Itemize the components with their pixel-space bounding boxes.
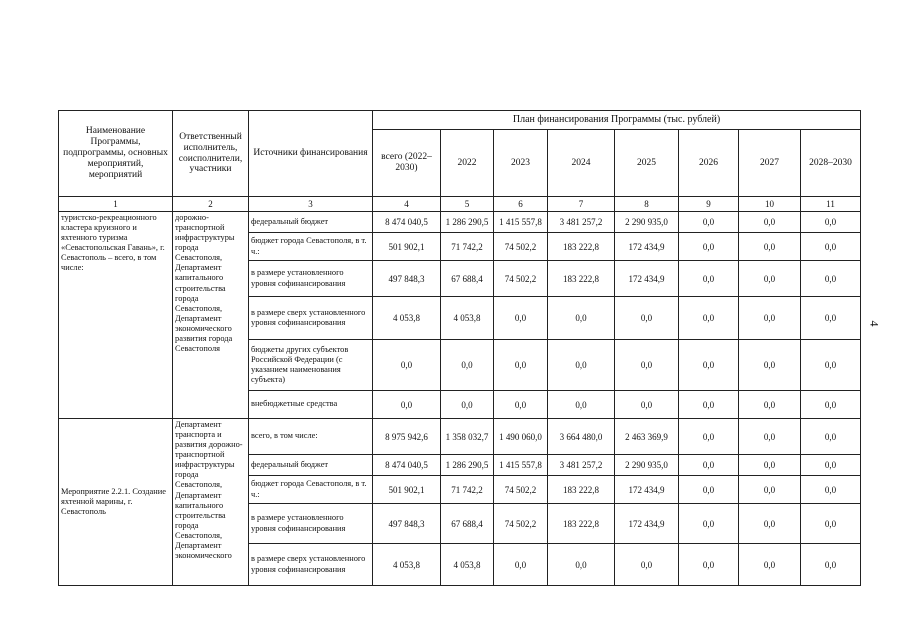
value-cell: 8 474 040,5 [373,212,441,233]
value-cell: 1 286 290,5 [441,212,494,233]
header-plan: План финансирования Программы (тыс. рублей) [373,111,861,130]
value-cell: 0,0 [548,544,615,586]
value-cell: 0,0 [373,340,441,391]
header-year-2027: 2027 [739,130,801,197]
value-cell: 4 053,8 [441,544,494,586]
value-cell: 0,0 [679,455,739,476]
value-cell: 74 502,2 [494,476,548,504]
column-number: 7 [548,197,615,212]
value-cell: 0,0 [801,391,861,419]
value-cell: 74 502,2 [494,233,548,261]
value-cell: 172 434,9 [615,504,679,544]
value-cell: 497 848,3 [373,504,441,544]
financing-table [58,110,861,586]
value-cell: 3 664 480,0 [548,419,615,455]
value-cell: 0,0 [494,297,548,340]
header-year-total: всего (2022–2030) [373,130,441,197]
value-cell: 1 415 557,8 [494,212,548,233]
value-cell: 0,0 [679,212,739,233]
value-cell: 0,0 [441,391,494,419]
header-year-2023: 2023 [494,130,548,197]
source-cell: федеральный бюджет [249,455,373,476]
source-cell: в размере установленного уровня софинансирования [249,504,373,544]
value-cell: 172 434,9 [615,261,679,297]
value-cell: 0,0 [739,504,801,544]
column-number: 6 [494,197,548,212]
header-year-2026: 2026 [679,130,739,197]
value-cell: 172 434,9 [615,476,679,504]
value-cell: 0,0 [801,233,861,261]
value-cell: 183 222,8 [548,476,615,504]
source-cell: бюджет города Севастополя, в т. ч.: [249,476,373,504]
value-cell: 0,0 [739,233,801,261]
value-cell: 0,0 [801,476,861,504]
value-cell: 183 222,8 [548,233,615,261]
column-number: 10 [739,197,801,212]
header-sources: Источники финансирования [249,111,373,197]
value-cell: 0,0 [739,340,801,391]
header-year-2028-2030: 2028–2030 [801,130,861,197]
program-name-cell: туристско-рекреационного кластера круизного и яхтенного туризма «Севастопольская Гавань», г. Севастополь – всего, в том числе: [59,212,173,419]
value-cell: 172 434,9 [615,233,679,261]
column-number: 11 [801,197,861,212]
event-name-cell: Мероприятие 2.2.1. Создание яхтенной марины, г. Севастополь [59,419,173,586]
value-cell: 4 053,8 [441,297,494,340]
header-year-2025: 2025 [615,130,679,197]
value-cell: 0,0 [548,297,615,340]
value-cell: 74 502,2 [494,261,548,297]
column-number: 8 [615,197,679,212]
source-cell: в размере сверх установленного уровня софинансирования [249,297,373,340]
column-number: 2 [173,197,249,212]
value-cell: 67 688,4 [441,504,494,544]
value-cell: 2 290 935,0 [615,455,679,476]
value-cell: 0,0 [615,544,679,586]
value-cell: 71 742,2 [441,233,494,261]
value-cell: 71 742,2 [441,476,494,504]
value-cell: 0,0 [441,340,494,391]
value-cell: 0,0 [739,419,801,455]
value-cell: 0,0 [739,212,801,233]
header-responsible: Ответственный исполнитель, соисполнители, участники [173,111,249,197]
value-cell: 8 975 942,6 [373,419,441,455]
source-cell: бюджет города Севастополя, в т. ч.: [249,233,373,261]
value-cell: 0,0 [615,391,679,419]
value-cell: 0,0 [801,340,861,391]
value-cell: 3 481 257,2 [548,455,615,476]
value-cell: 1 286 290,5 [441,455,494,476]
value-cell: 0,0 [801,455,861,476]
value-cell: 501 902,1 [373,476,441,504]
column-number: 4 [373,197,441,212]
value-cell: 0,0 [679,340,739,391]
value-cell: 0,0 [679,544,739,586]
value-cell: 0,0 [801,261,861,297]
value-cell: 0,0 [801,297,861,340]
value-cell: 0,0 [801,544,861,586]
value-cell: 0,0 [739,544,801,586]
header-name: Наименование Программы, подпрограммы, основных мероприятий, мероприятий [59,111,173,197]
value-cell: 0,0 [494,340,548,391]
responsible-cell: Департамент транспорта и развития дорожно-транспортной инфраструктуры города Севастополя, Департамент капитального строительства города Севастополя, Департамент экономического [173,419,249,586]
table-row [59,212,861,233]
value-cell: 0,0 [801,212,861,233]
responsible-cell: дорожно-транспортной инфраструктуры города Севастополя, Департамент капитального строительства города Севастополя, Департамент экономического развития города Севастополя [173,212,249,419]
value-cell: 0,0 [679,297,739,340]
column-number: 5 [441,197,494,212]
value-cell: 0,0 [679,504,739,544]
value-cell: 3 481 257,2 [548,212,615,233]
value-cell: 497 848,3 [373,261,441,297]
value-cell: 67 688,4 [441,261,494,297]
value-cell: 1 490 060,0 [494,419,548,455]
value-cell: 501 902,1 [373,233,441,261]
value-cell: 74 502,2 [494,504,548,544]
page-number: 4 [867,320,882,327]
column-number-row [59,197,861,212]
value-cell: 183 222,8 [548,261,615,297]
value-cell: 0,0 [739,476,801,504]
column-number: 1 [59,197,173,212]
value-cell: 0,0 [615,297,679,340]
source-cell: федеральный бюджет [249,212,373,233]
source-cell: внебюджетные средства [249,391,373,419]
column-number: 3 [249,197,373,212]
value-cell: 0,0 [801,419,861,455]
value-cell: 1 415 557,8 [494,455,548,476]
source-cell: бюджеты других субъектов Российской Федерации (с указанием наименования субъекта) [249,340,373,391]
value-cell: 0,0 [739,455,801,476]
value-cell: 0,0 [739,297,801,340]
value-cell: 0,0 [679,476,739,504]
column-number: 9 [679,197,739,212]
source-cell: в размере установленного уровня софинансирования [249,261,373,297]
value-cell: 2 463 369,9 [615,419,679,455]
value-cell: 0,0 [679,391,739,419]
value-cell: 0,0 [679,261,739,297]
value-cell: 8 474 040,5 [373,455,441,476]
value-cell: 2 290 935,0 [615,212,679,233]
source-cell: в размере сверх установленного уровня софинансирования [249,544,373,586]
value-cell: 0,0 [494,544,548,586]
header-year-2022: 2022 [441,130,494,197]
value-cell: 4 053,8 [373,297,441,340]
value-cell: 0,0 [739,391,801,419]
value-cell: 0,0 [679,419,739,455]
value-cell: 0,0 [548,391,615,419]
header-year-2024: 2024 [548,130,615,197]
value-cell: 0,0 [373,391,441,419]
source-cell: всего, в том числе: [249,419,373,455]
value-cell: 1 358 032,7 [441,419,494,455]
value-cell: 4 053,8 [373,544,441,586]
value-cell: 0,0 [548,340,615,391]
value-cell: 183 222,8 [548,504,615,544]
value-cell: 0,0 [739,261,801,297]
value-cell: 0,0 [494,391,548,419]
table-row [59,419,861,455]
value-cell: 0,0 [615,340,679,391]
value-cell: 0,0 [679,233,739,261]
value-cell: 0,0 [801,504,861,544]
